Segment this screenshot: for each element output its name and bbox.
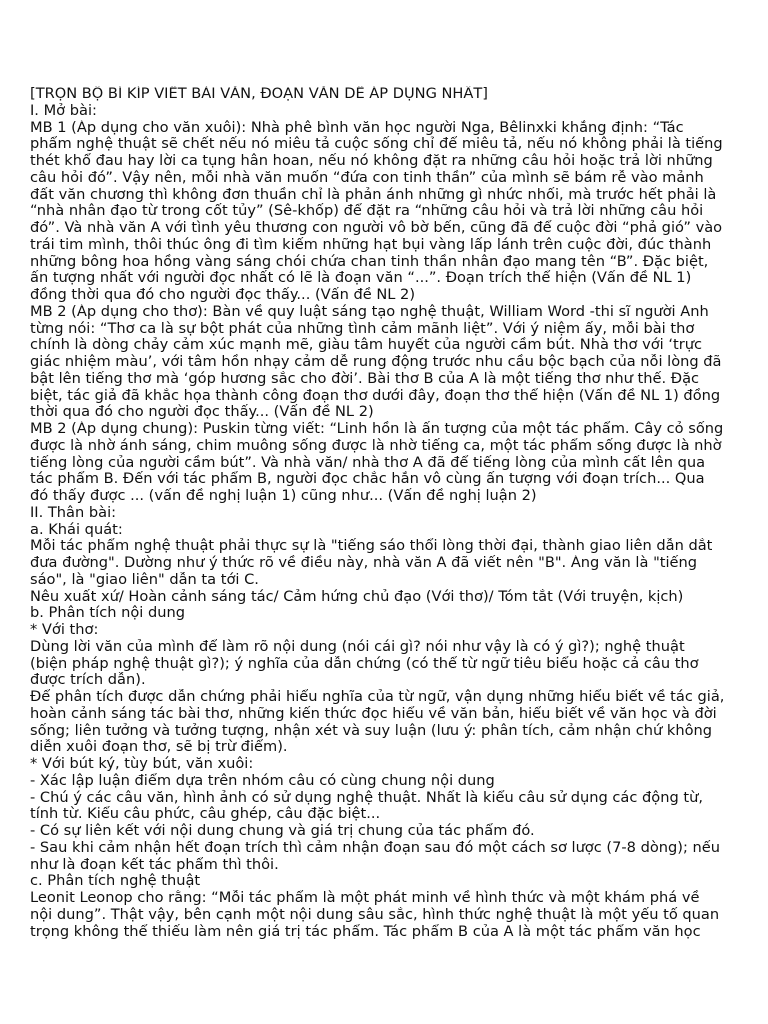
text-line: Leonit Leonop cho rằng: “Mỗi tác phẩm là một phát minh về hình thức và một khám phá về [30,890,700,906]
text-line: bật lên tiếng thơ mà ‘góp hương sắc cho đời’. Bài thơ B của A là một tiếng thơ như thế. Đặc [30,370,700,387]
text-line: đó”. Và nhà văn A với tình yêu thương con người vô bờ bến, cũng đã để cuộc đời “phả gió” vào [30,220,723,236]
text-line: sống; liên tưởng và tưởng tượng, nhận xét và suy luận (lưu ý: phân tích, cảm nhận chứ không [30,722,713,739]
text-line: thét khổ đau hay lời ca tụng hân hoan, nếu nó không đặt ra những câu hỏi hoặc trả lời những [30,153,713,169]
text-line: * Với bút ký, tùy bút, văn xuôi: [30,756,254,772]
text-line: những bông hoa hồng vàng sáng chói chứa chan tinh thần nhân đạo mang tên “B”. Đặc biệt, [30,253,709,270]
text-line: thời qua đó cho người đọc thấy... (Vấn đề NL 2) [30,404,374,421]
text-line: nội dung”. Thật vậy, bên cạnh một nội dung sâu sắc, hình thức nghệ thuật là một yếu tố quan [30,906,720,923]
text-line: “nhà nhân đạo từ trong cốt tủy” (Sê-khốp) để đặt ra “những câu hỏi và trả lời những câu hỏi [30,203,704,220]
text-line: đất văn chương thì không đơn thuần chỉ là phản ánh những gì nhức nhối, mà trước hết phải là [30,186,717,203]
text-line: hoàn cảnh sáng tác bài thơ, những kiến thức đọc hiểu về văn bản, hiểu biết về văn học và đời [30,705,717,722]
text-line: II. Thân bài: [30,504,117,521]
text-line: - Xác lập luận điểm dựa trên nhóm câu có cùng chung nội dung [30,772,495,789]
text-line: MB 2 (Áp dụng chung): Puskin từng viết: “Linh hồn là ấn tượng của một tác phẩm. Cây cỏ sống [30,421,724,437]
text-line: I. Mở bài: [30,102,97,119]
text-line: - Sau khi cảm nhận hết đoạn trích thì cảm nhận đoạn sau đó một cách sơ lược (7-8 dòng); nếu [30,839,721,856]
text-line: sáo", là "giao liên" dẫn ta tới C. [30,571,259,588]
text-line: đưa đường". Dường như ý thức rõ về điều này, nhà văn A đã viết nên "B". Áng văn là "tiếng [30,555,698,571]
text-line: Mỗi tác phẩm nghệ thuật phải thực sự là "tiếng sáo thổi lòng thời đại, thành giao liên dẫn dắt [30,538,713,555]
text-line: MB 1 (Áp dụng cho văn xuôi): Nhà phê bình văn học người Nga, Bêlinxki khẳng định: “Tác [30,119,684,136]
text-line: Nêu xuất xứ/ Hoàn cảnh sáng tác/ Cảm hứng chủ đạo (Với thơ)/ Tóm tắt (Với truyện, kịch) [30,588,684,605]
text-line: chính là dòng chảy cảm xúc mạnh mẽ, giàu tâm huyết của người cầm bút. Nhà thơ với ‘trực [30,337,702,354]
text-line: đồng thời qua đó cho người đọc thấy... (Vấn đề NL 2) [30,287,416,303]
text-line: diễn xuôi đoạn thơ, sẽ bị trừ điểm). [30,739,288,756]
text-line: trọng không thể thiếu làm nên giá trị tác phẩm. Tác phẩm B của A là một tác phẩm văn học [30,923,701,940]
text-line: phẩm nghệ thuật sẽ chết nếu nó miêu tả cuộc sống chỉ để miêu tả, nếu nó không phải là tiếng [30,136,723,153]
text-line: được là nhờ ánh sáng, chim muông sống được là nhờ tiếng ca, một tác phẩm sống được là nhờ [30,437,722,454]
text-line: tiếng lòng của người cầm bút”. Và nhà văn/ nhà thơ A đã để tiếng lòng của mình cất lên qua [30,454,706,471]
text-line: như là đoạn kết tác phẩm thì thôi. [30,856,279,873]
text-line: giác nhiệm màu’, với tâm hồn nhạy cảm dễ rung động trước nhu cầu bộc bạch của nỗi lòng đã [30,354,722,370]
text-line: trái tim mình, thôi thúc ông đi tìm kiếm những hạt bụi vàng lấp lánh trên cuộc đời, đúc thành [30,236,712,253]
text-line: - Có sự liên kết với nội dung chung và giá trị chung của tác phẩm đó. [30,823,535,839]
text-line: tính từ. Kiểu câu phức, câu ghép, câu đặc biệt... [30,806,381,823]
text-line: [TRỌN BỘ BÍ KÍP VIẾT BÀI VĂN, ĐOẠN VĂN DỄ ÁP DỤNG NHẤT] [30,86,489,102]
text-line: c. Phân tích nghệ thuật [30,873,201,890]
text-line: * Với thơ: [30,622,99,638]
text-line: tác phẩm B. Đến với tác phẩm B, người đọc chắc hẳn vô cùng ấn tượng với đoạn trích... Qua [30,471,705,488]
text-line: Dùng lời văn của mình để làm rõ nội dung (nói cái gì? nói như vậy là có ý gì?); nghệ thuật [30,638,685,655]
text-line: biệt, tác giả đã khắc họa thành công đoạn thơ dưới đây, đoạn thơ thể hiện (Vấn đề NL 1) đồng [30,387,721,404]
text-line: a. Khái quát: [30,521,123,538]
text-line: được trích dẫn). [30,672,146,689]
text-line: - Chú ý các câu văn, hình ảnh có sử dụng nghệ thuật. Nhất là kiểu câu sử dụng các động từ, [30,789,703,806]
text-line: b. Phân tích nội dung [30,605,186,622]
text-line: Để phân tích được dẫn chứng phải hiểu nghĩa của từ ngữ, vận dụng những hiểu biết về tác giả, [30,689,725,705]
text-line: câu hỏi đó”. Vậy nên, mỗi nhà văn muốn “đứa con tinh thần” của mình sẽ bám rễ vào mảnh [30,169,704,186]
text-line: từng nói: “Thơ ca là sự bột phát của những tình cảm mãnh liệt”. Với ý niệm ấy, mỗi bài thơ [30,320,695,337]
text-line: MB 2 (Áp dụng cho thơ): Bàn về quy luật sáng tạo nghệ thuật, William Word -thi sĩ người Anh [30,303,709,320]
text-line: (biện pháp nghệ thuật gì?); ý nghĩa của dẫn chứng (có thể từ ngữ tiêu biểu hoặc cả câu thơ [30,655,699,672]
text-line: đó thấy được ... (vấn đề nghị luận 1) cũng như... (Vấn đề nghị luận 2) [30,488,537,504]
text-line: ấn tượng nhất với người đọc nhất có lẽ là đoạn văn “...”. Đoạn trích thể hiện (Vấn đề NL 1) [30,270,692,287]
